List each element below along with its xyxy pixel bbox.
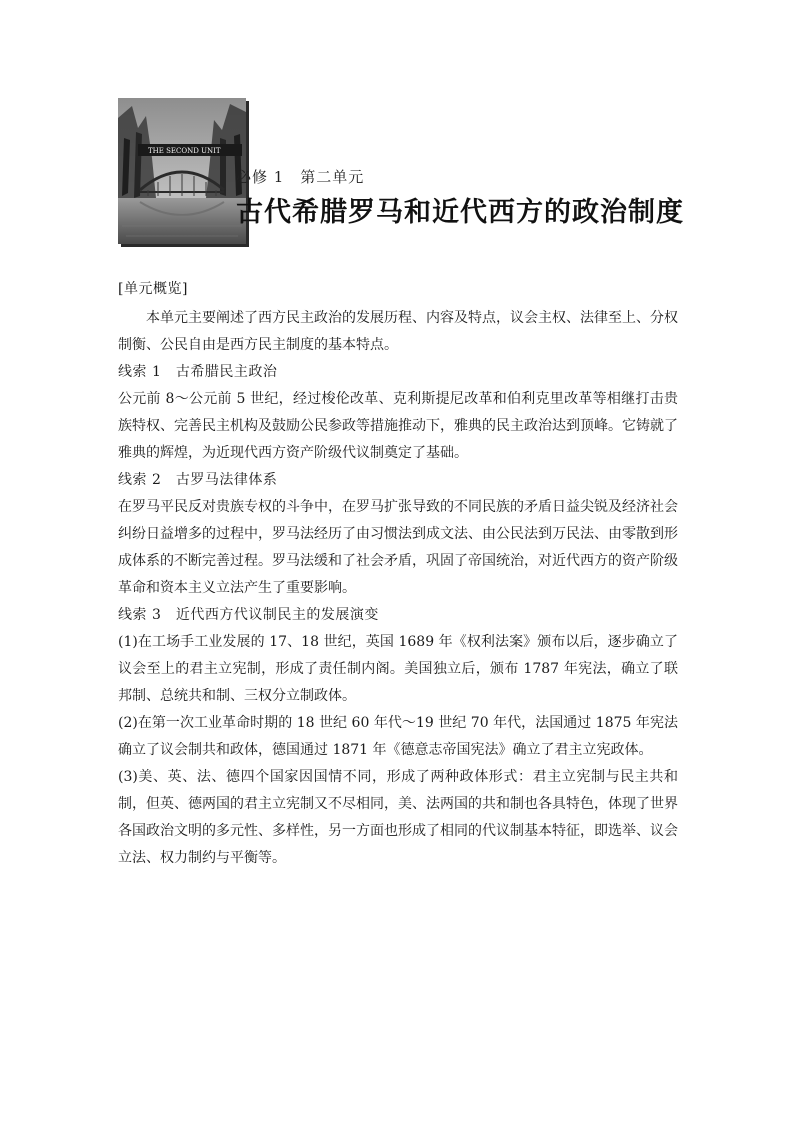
clue-2-paragraph: 在罗马平民反对贵族专权的斗争中，在罗马扩张导致的不同民族的矛盾日益尖锐及经济社会纠纷日益增多的过程中，罗马法经历了由习惯法到成文法、由公民法到万民法、由零散到形成体系的不断完善过程。罗马法缓和了社会矛盾，巩固了帝国统治，对近代西方的资产阶级革命和资本主义立法产生了重要影响。: [118, 499, 678, 596]
clue-3-paragraph-3: (3)美、英、法、德四个国家因国情不同，形成了两种政体形式：君主立宪制与民主共和制，但英、德两国的君主立宪制又不尽相同，美、法两国的共和制也各具特色，体现了世界各国政治文明的多元性、多样性，另一方面也形成了相同的代议制基本特征，即选举、议会立法、权力制约与平衡等。: [118, 769, 678, 866]
bridge-photo-illustration: [118, 98, 246, 244]
clue-2-heading: 线索 2 古罗马法律体系: [118, 472, 278, 488]
clue-3-paragraph-1: (1)在工场手工业发展的 17、18 世纪，英国 1689 年《权利法案》颁布以后，逐步确立了议会至上的君主立宪制，形成了责任制内阁。美国独立后，颁布 1787 年宪法，确立了联邦制、总统共和制、三权分立制政体。: [118, 634, 678, 704]
clue-3-paragraph-2: (2)在第一次工业革命时期的 18 世纪 60 年代～19 世纪 70 年代，法国通过 1875 年宪法确立了议会制共和政体，德国通过 1871 年《德意志帝国宪法》确立了君主立宪政体。: [118, 715, 678, 758]
photo-caption: THE SECOND UNIT: [148, 147, 221, 155]
unit-title: 古代希腊罗马和近代西方的政治制度: [236, 197, 684, 228]
clue-1-heading: 线索 1 古希腊民主政治: [118, 364, 278, 380]
overview-tag: [单元概览]: [118, 281, 188, 297]
clue-1-paragraph: 公元前 8～公元前 5 世纪，经过梭伦改革、克利斯提尼改革和伯利克里改革等相继打击贵族特权、完善民主机构及鼓励公民参政等措施推动下，雅典的民主政治达到顶峰。它铸就了雅典的辉煌，为近现代西方资产阶级代议制奠定了基础。: [118, 391, 678, 461]
unit-subtitle: 必修 1 第二单元: [236, 168, 365, 186]
unit-overview-content: [118, 276, 678, 872]
overview-intro: 本单元主要阐述了西方民主政治的发展历程、内容及特点，议会主权、法律至上、分权制衡、公民自由是西方民主制度的基本特点。: [118, 310, 678, 353]
unit-cover-photo: [118, 98, 246, 244]
clue-3-heading: 线索 3 近代西方代议制民主的发展演变: [118, 607, 379, 623]
